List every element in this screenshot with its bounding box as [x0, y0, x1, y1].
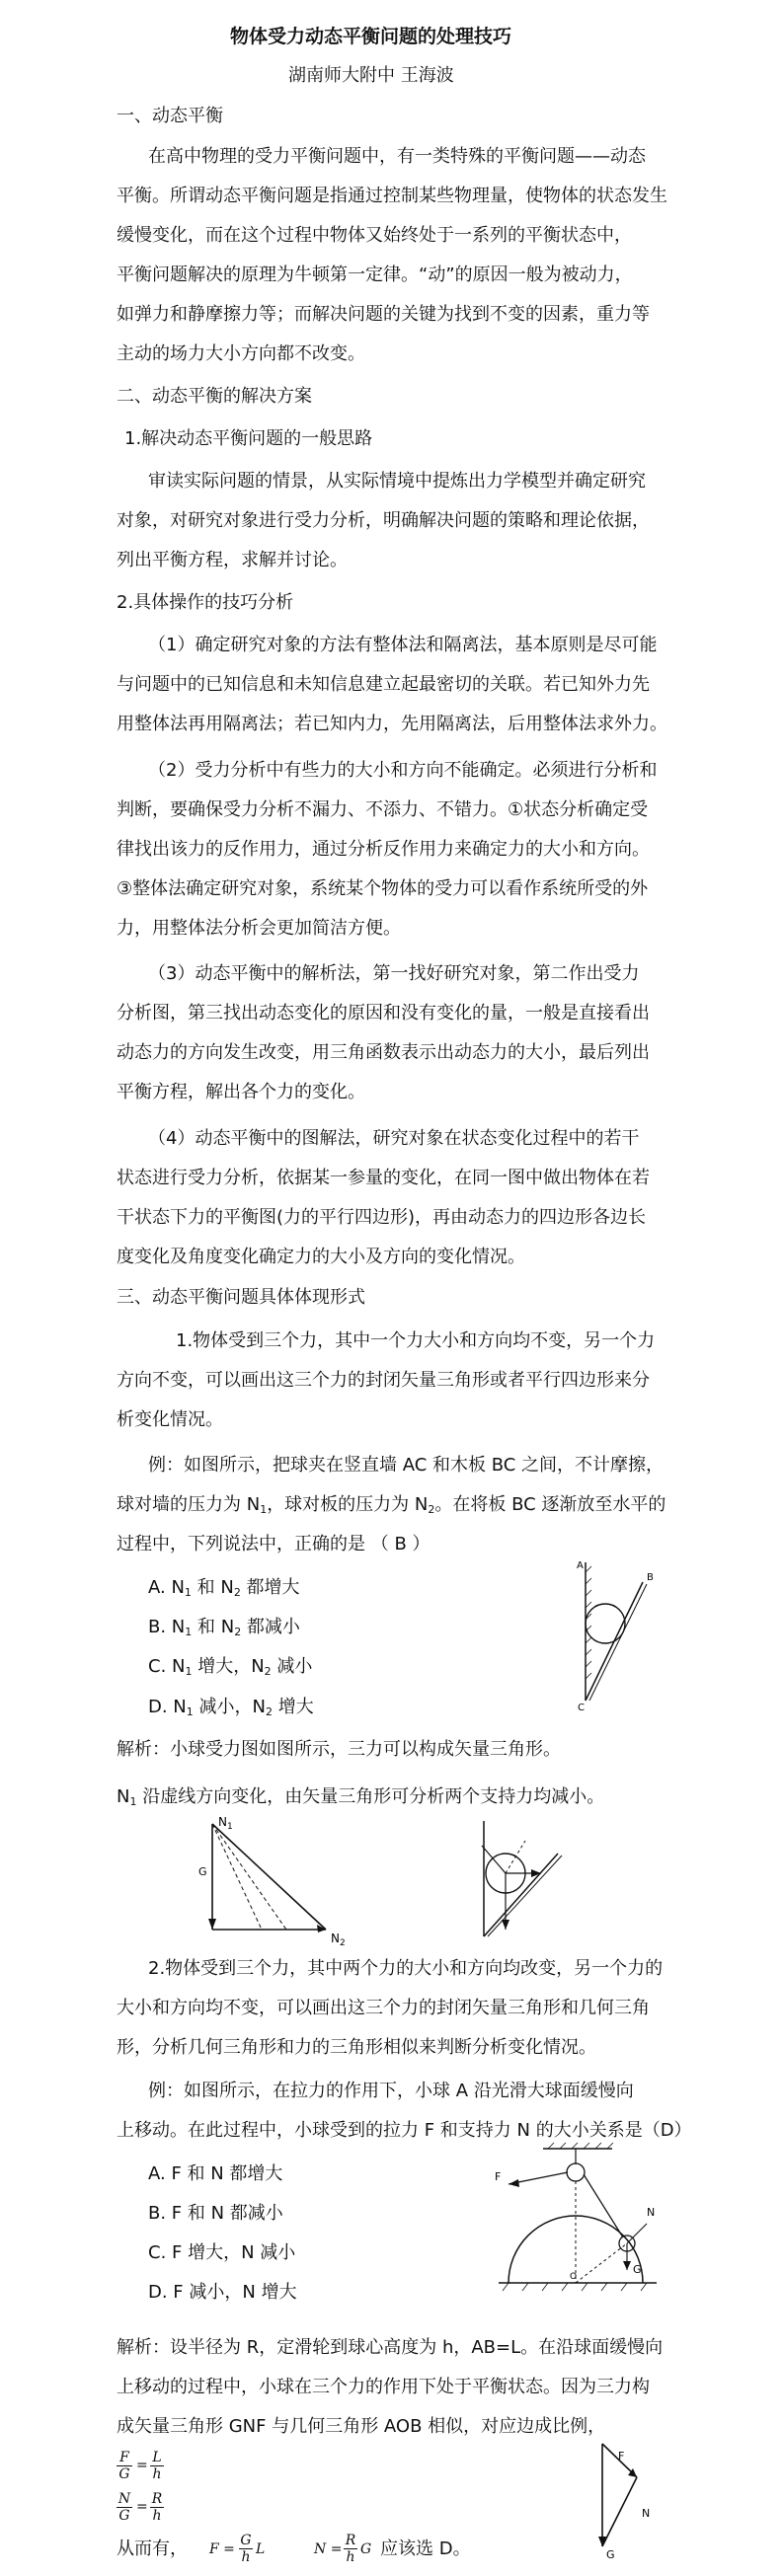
paragraph-line: 分析图，第三找出动态变化的原因和没有变化的量，一般是直接看出 — [117, 1003, 650, 1023]
fig-label-f: F — [618, 2450, 625, 2462]
solution-line: 成矢量三角形 GNF 与几何三角形 AOB 相似，对应边成比例， — [117, 2416, 606, 2437]
paragraph-line: 对象，对研究对象进行受力分析，明确解决问题的策略和理论依据， — [117, 510, 650, 531]
paragraph-line: 大小和方向均不变，可以画出这三个力的封闭矢量三角形和几何三角 — [117, 1998, 650, 2018]
paragraph-line: 1.物体受到三个力，其中一个力大小和方向均不变，另一个力 — [176, 1330, 656, 1351]
option-b: B. $N_1$ 和 $N_2$ 都减小 — [148, 1617, 300, 1638]
paragraph-line: 律找出该力的反作用力，通过分析反作用力来确定力的大小和方向。 — [117, 839, 650, 860]
paragraph-line: 在高中物理的受力平衡问题中，有一类特殊的平衡问题——动态 — [148, 146, 646, 167]
paragraph-line: 平衡。所谓动态平衡问题是指通过控制某些物理量，使物体的状态发生 — [117, 186, 667, 206]
example-question: 球对墙的压力为 $N_1$，球对板的压力为 $N_2$。在将板 BC 逐渐放至水平的 — [117, 1494, 666, 1516]
solution-line: 解析：设半径为 R，定滑轮到球心高度为 h，AB=L。在沿球面缓慢向 — [117, 2337, 664, 2358]
paragraph-line: 2.物体受到三个力，其中两个力的大小和方向均改变，另一个力的 — [148, 1958, 664, 1979]
paragraph-line: （3）动态平衡中的解析法，第一找好研究对象，第二作出受力 — [148, 963, 640, 984]
option-c: C. F 增大，N 减小 — [148, 2242, 296, 2263]
fig-label-g: G — [606, 2548, 615, 2561]
doc-title: 物体受力动态平衡问题的处理技巧 — [230, 26, 512, 47]
paragraph-line: 主动的场力大小方向都不改变。 — [117, 343, 365, 364]
formula-n-over-g: $\frac{N}{G}$ = $\frac{R}{h}$ — [117, 2491, 163, 2524]
figure-hemisphere-pulley — [489, 2137, 666, 2300]
fig-label-c: C — [578, 1703, 585, 1713]
fig-label-o: O — [570, 2272, 578, 2282]
fig-label-n1: $N_1$ — [218, 1815, 233, 1832]
option-d: D. $N_1$ 减小，$N_2$ 增大 — [148, 1697, 314, 1718]
paragraph-line: 审读实际问题的情景，从实际情境中提炼出力学模型并确定研究 — [148, 471, 646, 492]
formula-f-over-g: $\frac{F}{G}$ = $\frac{L}{h}$ — [117, 2450, 205, 2489]
figure-ball-wall-board — [568, 1554, 657, 1712]
solution-line: 解析：小球受力图如图所示，三力可以构成矢量三角形。 — [117, 1739, 561, 1760]
fig-label-n: N — [642, 2507, 651, 2520]
example-question: 例：如图所示，在拉力的作用下，小球 A 沿光滑大球面缓慢向 — [148, 2081, 634, 2101]
option-c: C. $N_1$ 增大，$N_2$ 减小 — [148, 1656, 313, 1678]
paragraph-line: 平衡方程，解出各个力的变化。 — [117, 1082, 365, 1102]
paragraph-line: 力，用整体法分析会更加简洁方便。 — [117, 918, 401, 939]
paragraph-line: 状态进行受力分析，依据某一参量的变化，在同一图中做出物体在若 — [117, 1168, 650, 1188]
paragraph-line: 方向不变，可以画出这三个力的封闭矢量三角形或者平行四边形来分 — [117, 1370, 650, 1391]
example-question: 上移动。在此过程中，小球受到的拉力 F 和支持力 N 的大小关系是（D） — [117, 2120, 692, 2141]
conclusion-prefix: 从而有， — [117, 2538, 188, 2559]
paragraph-line: 平衡问题解决的原理为牛顿第一定律。“动”的原因一般为被动力， — [117, 265, 633, 285]
fig-label-g: G — [633, 2263, 642, 2276]
paragraph-line: 形，分析几何三角形和力的三角形相似来判断分析变化情况。 — [117, 2037, 596, 2058]
formula-f-equals: F = $\frac{G}{h}$ L — [209, 2533, 266, 2565]
fig-label-b: B — [647, 1572, 654, 1583]
subheading: 2.具体操作的技巧分析 — [117, 592, 294, 613]
section-heading-1: 一、动态平衡 — [117, 106, 223, 126]
example-question: 过程中，下列说法中，正确的是 （ B ） — [117, 1534, 431, 1554]
figure-vector-triangle-1 — [183, 1816, 360, 1949]
solution-line: $N_1$ 沿虚线方向变化，由矢量三角形可分析两个支持力均减小。 — [117, 1786, 605, 1808]
section-heading-3: 三、动态平衡问题具体体现形式 — [117, 1287, 365, 1308]
option-a: A. F 和 N 都增大 — [148, 2163, 283, 2184]
paragraph-line: 判断，要确保受力分析不漏力、不添力、不错力。①状态分析确定受 — [117, 799, 649, 820]
paragraph-line: 动态力的方向发生改变，用三角函数表示出动态力的大小，最后列出 — [117, 1042, 650, 1063]
option-a: A. $N_1$ 和 $N_2$ 都增大 — [148, 1577, 300, 1599]
solution-line: 上移动的过程中，小球在三个力的作用下处于平衡状态。因为三力构 — [117, 2377, 650, 2397]
author-line: 湖南师大附中 王海波 — [288, 65, 454, 86]
paragraph-line: 度变化及角度变化确定力的大小及方向的变化情况。 — [117, 1247, 525, 1267]
paragraph-line: 与问题中的已知信息和未知信息建立起最密切的关联。若已知外力先 — [117, 674, 650, 695]
section-heading-2: 二、动态平衡的解决方案 — [117, 386, 312, 407]
figure-force-triangle-2 — [592, 2438, 671, 2561]
paragraph-line: （4）动态平衡中的图解法，研究对象在状态变化过程中的若干 — [148, 1128, 640, 1149]
fig-label-n: N — [647, 2206, 656, 2219]
fig-label-f: F — [495, 2170, 502, 2183]
paragraph-line: 用整体法再用隔离法；若已知内力，先用隔离法，后用整体法求外力。 — [117, 714, 667, 734]
fig-label-g: G — [198, 1865, 207, 1878]
conclusion-suffix: 应该选 D。 — [380, 2538, 471, 2559]
fig-label-n2: $N_2$ — [331, 1932, 346, 1948]
paragraph-line: （1）确定研究对象的方法有整体法和隔离法，基本原则是尽可能 — [148, 635, 658, 655]
paragraph-line: 列出平衡方程，求解并讨论。 — [117, 550, 348, 570]
paragraph-line: ③整体法确定研究对象，系统某个物体的受力可以看作系统所受的外 — [117, 878, 649, 899]
example-question: 例：如图所示，把球夹在竖直墙 AC 和木板 BC 之间，不计摩擦， — [148, 1455, 665, 1476]
paragraph-line: 如弹力和静摩擦力等；而解决问题的关键为找到不变的因素，重力等 — [117, 304, 650, 325]
option-d: D. F 减小，N 增大 — [148, 2282, 297, 2303]
option-b: B. F 和 N 都减小 — [148, 2203, 283, 2224]
figure-ball-forces — [464, 1816, 573, 1944]
paragraph-line: 缓慢变化，而在这个过程中物体又始终处于一系列的平衡状态中， — [117, 225, 632, 246]
subheading: 1.解决动态平衡问题的一般思路 — [124, 428, 373, 449]
paragraph-line: （2）受力分析中有些力的大小和方向不能确定。必须进行分析和 — [148, 760, 658, 781]
paragraph-line: 析变化情况。 — [117, 1409, 223, 1430]
paragraph-line: 干状态下力的平衡图(力的平行四边形)，再由动态力的四边形各边长 — [117, 1207, 647, 1228]
fig-label-a: A — [577, 1560, 584, 1571]
formula-n-equals: N = $\frac{R}{h}$ G — [314, 2533, 372, 2565]
